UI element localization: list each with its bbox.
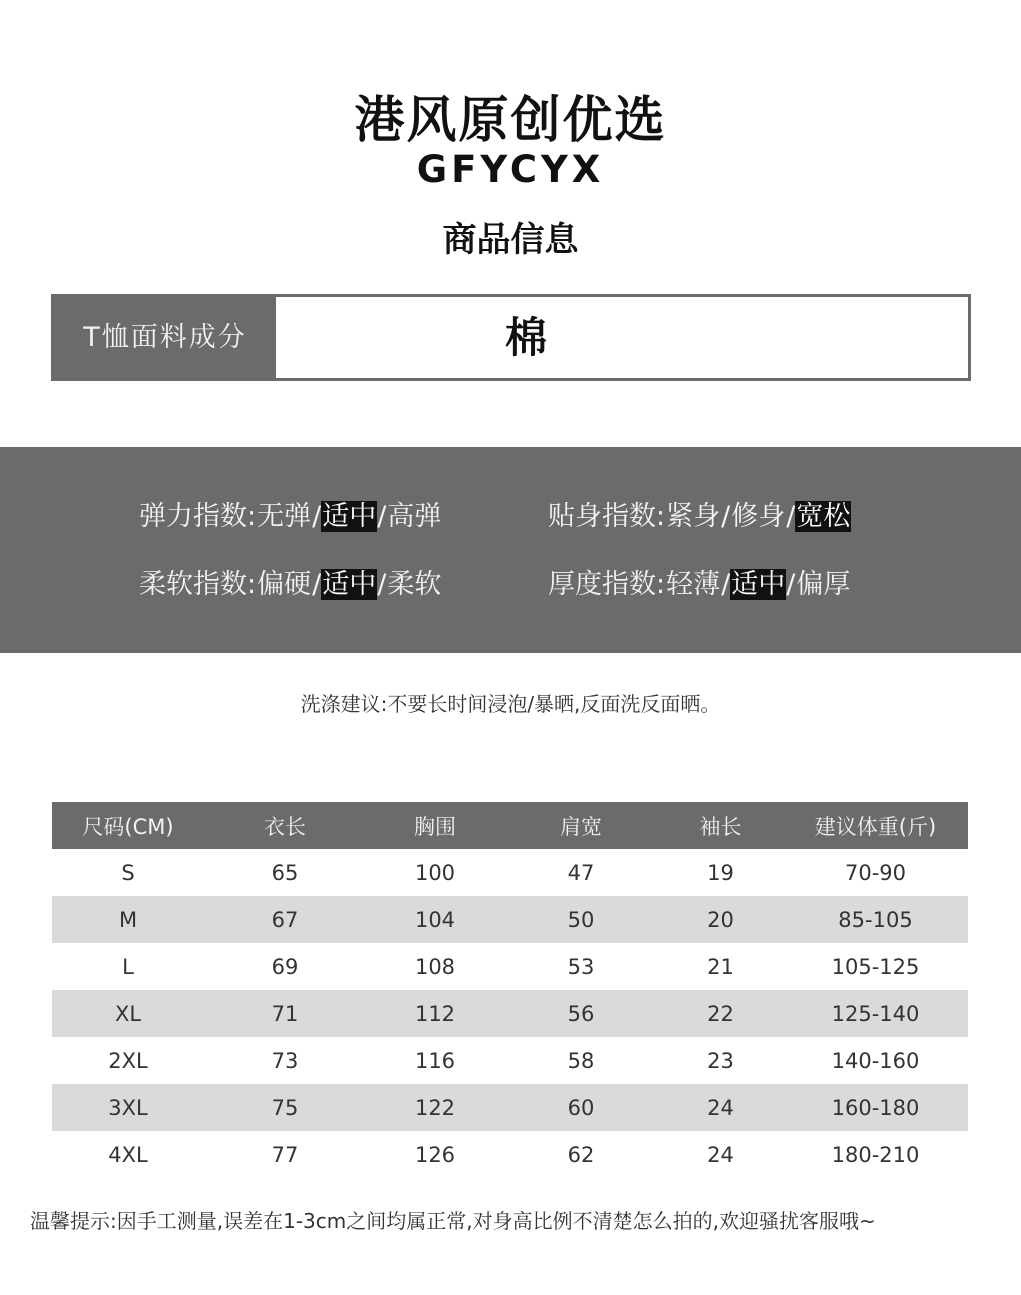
table-cell: 2XL (108, 1048, 148, 1073)
table-cell: 160-180 (783, 1084, 968, 1131)
table-cell: 70-90 (844, 860, 907, 885)
table-cell: M (52, 896, 204, 943)
table-row (52, 849, 968, 896)
table-cell: 53 (567, 954, 595, 979)
attributes-band (0, 447, 1021, 653)
table-cell: 20 (658, 896, 783, 943)
brand-subtitle: GFYCYX (416, 148, 605, 191)
header-length: 衣长 (204, 802, 366, 849)
table-cell: 125-140 (783, 990, 968, 1037)
table-cell: 19 (707, 860, 734, 885)
table-cell: 22 (658, 990, 783, 1037)
section-title: 商品信息 (442, 220, 579, 260)
table-cell: 4XL (108, 1142, 148, 1167)
table-cell: 60 (504, 1084, 658, 1131)
table-row (52, 990, 968, 1037)
table-cell: 24 (707, 1142, 734, 1167)
table-cell: 100 (414, 860, 456, 885)
table-cell: XL (52, 990, 204, 1037)
attribute-option: 柔软 (387, 569, 442, 600)
measurement-note: 温馨提示:因手工测量,误差在1-3cm之间均属正常,对身高比例不清楚怎么拍的,欢迎骚扰客服哦~ (30, 1209, 876, 1233)
attribute-option: 修身 (731, 501, 786, 532)
attribute-option-selected: 适中 (322, 501, 377, 532)
table-row (52, 943, 968, 990)
material-box (51, 294, 971, 381)
attribute-option-selected: 宽松 (796, 501, 851, 532)
attribute-thickness: 厚度指数:轻薄/适中/偏厚 (548, 569, 851, 600)
table-cell: 67 (204, 896, 366, 943)
attribute-option-selected: 适中 (731, 569, 786, 600)
table-cell: 3XL (52, 1084, 204, 1131)
table-cell: 104 (366, 896, 504, 943)
table-cell: 116 (414, 1048, 456, 1073)
table-cell: 140-160 (831, 1048, 920, 1073)
attribute-option: 轻薄 (666, 569, 721, 600)
header-sleeve: 袖长 (658, 802, 783, 849)
attribute-option: 偏厚 (796, 569, 851, 600)
attribute-option: 无弹 (257, 501, 312, 532)
table-row (52, 1131, 968, 1178)
table-cell: 69 (271, 954, 299, 979)
table-cell: 71 (204, 990, 366, 1037)
table-row (52, 1037, 968, 1084)
table-row (52, 1084, 968, 1131)
table-cell: 112 (366, 990, 504, 1037)
attribute-name: 贴身指数: (548, 501, 666, 532)
table-cell: 47 (567, 860, 595, 885)
attribute-option: 高弹 (387, 501, 442, 532)
table-cell: 77 (271, 1142, 299, 1167)
table-cell: L (122, 954, 134, 979)
table-cell: S (121, 860, 135, 885)
attribute-fit: 贴身指数:紧身/修身/宽松 (548, 501, 851, 532)
table-cell: 85-105 (783, 896, 968, 943)
table-cell: 62 (567, 1142, 595, 1167)
header-size: 尺码(CM) (52, 802, 204, 849)
table-cell: 56 (504, 990, 658, 1037)
table-cell: 122 (366, 1084, 504, 1131)
material-value: 棉 (504, 313, 547, 362)
header-weight: 建议体重(斤) (783, 802, 968, 849)
table-cell: 108 (414, 954, 456, 979)
table-cell: 105-125 (831, 954, 920, 979)
table-cell: 58 (567, 1048, 595, 1073)
attribute-option: 偏硬 (257, 569, 312, 600)
attribute-option: 紧身 (666, 501, 721, 532)
table-cell: 180-210 (831, 1142, 920, 1167)
wash-advice: 洗涤建议:不要长时间浸泡/暴晒,反面洗反面晒。 (300, 692, 721, 716)
table-row (52, 896, 968, 943)
table-cell: 21 (707, 954, 734, 979)
size-table-header (52, 802, 968, 849)
header-chest: 胸围 (366, 802, 504, 849)
size-table-body (52, 849, 968, 1178)
table-cell: 73 (271, 1048, 299, 1073)
table-cell: 65 (271, 860, 299, 885)
attribute-elasticity: 弹力指数:无弹/适中/高弹 (139, 501, 442, 532)
table-cell: 126 (414, 1142, 456, 1167)
attribute-softness: 柔软指数:偏硬/适中/柔软 (139, 569, 442, 600)
table-cell: 75 (204, 1084, 366, 1131)
attribute-name: 柔软指数: (139, 569, 257, 600)
attribute-option-selected: 适中 (322, 569, 377, 600)
table-cell: 50 (504, 896, 658, 943)
table-cell: 24 (658, 1084, 783, 1131)
table-cell: 23 (707, 1048, 734, 1073)
material-label: T恤面料成分 (54, 297, 276, 378)
header-shoulder: 肩宽 (504, 802, 658, 849)
attribute-name: 弹力指数: (139, 501, 257, 532)
size-table (52, 802, 968, 1178)
brand-title: 港风原创优选 (354, 91, 667, 149)
attribute-name: 厚度指数: (548, 569, 666, 600)
